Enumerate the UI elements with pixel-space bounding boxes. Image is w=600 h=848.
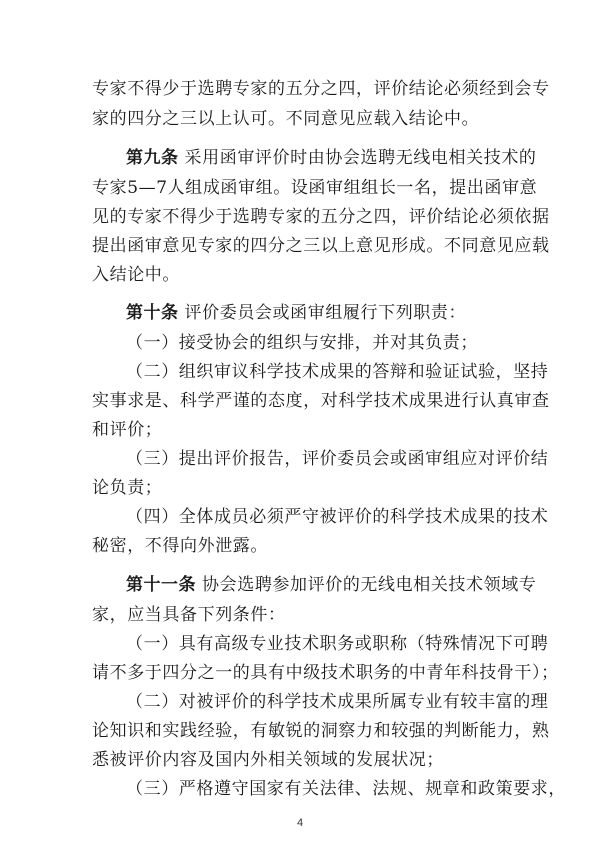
article-9-text: 采用函审评价时由协会选聘无线电相关技术的 xyxy=(184,148,537,168)
text-line: 提出函审意见专家的四分之三以上意见形成。不同意见应载 xyxy=(92,236,550,256)
list-item: （二）组织审议科学技术成果的答辩和验证试验，坚持 xyxy=(126,362,549,382)
text-line: 和评价； xyxy=(92,420,163,440)
text-line: 秘密，不得向外泄露。 xyxy=(92,536,268,556)
text-line: 家，应当具备下列条件： xyxy=(92,605,286,625)
list-item: （一）接受协会的组织与安排，并对其负责； xyxy=(126,333,478,353)
article-11-number: 第十一条 xyxy=(126,575,196,595)
list-item: （三）提出评价报告，评价委员会或函审组应对评价结 xyxy=(126,449,549,469)
article-10-text: 评价委员会或函审组履行下列职责： xyxy=(184,303,467,323)
text-line: 论负责； xyxy=(92,478,163,498)
text-line: 见的专家不得少于选聘专家的五分之四，评价结论必须依据 xyxy=(92,207,550,227)
article-9-line-1 xyxy=(126,148,546,168)
page-number: 4 xyxy=(296,817,304,829)
list-item: （四）全体成员必须严守被评价的科学技术成果的技术 xyxy=(126,507,549,527)
text-line: 专家5—7人组成函审组。设函审组组长一名，提出函审意 xyxy=(92,178,538,198)
text-line: 入结论中。 xyxy=(92,265,180,285)
text-line: 论知识和实践经验，有敏锐的洞察力和较强的判断能力，熟 xyxy=(92,721,550,741)
text-line: 专家不得少于选聘专家的五分之四，评价结论必须经到会专 xyxy=(92,79,550,99)
article-11-text: 协会选聘参加评价的无线电相关技术领域专 xyxy=(202,575,537,595)
article-10-line-1 xyxy=(126,303,546,323)
text-line: 请不多于四分之一的具有中级技术职务的中青年科技骨干）； xyxy=(92,663,559,683)
article-11-line-1 xyxy=(126,575,546,595)
list-item: （二）对被评价的科学技术成果所属专业有较丰富的理 xyxy=(126,692,549,712)
text-line: 悉被评价内容及国内外相关领域的发展状况； xyxy=(92,750,444,770)
article-10-number: 第十条 xyxy=(126,303,179,323)
list-item: （一）具有高级专业技术职务或职称（特殊情况下可聘 xyxy=(126,634,549,654)
text-line: 家的四分之三以上认可。不同意见应载入结论中。 xyxy=(92,109,480,129)
list-item: （三）严格遵守国家有关法律、法规、规章和政策要求， xyxy=(126,779,566,799)
article-9-number: 第九条 xyxy=(126,148,179,168)
text-line: 实事求是、科学严谨的态度，对科学技术成果进行认真审查 xyxy=(92,391,550,411)
